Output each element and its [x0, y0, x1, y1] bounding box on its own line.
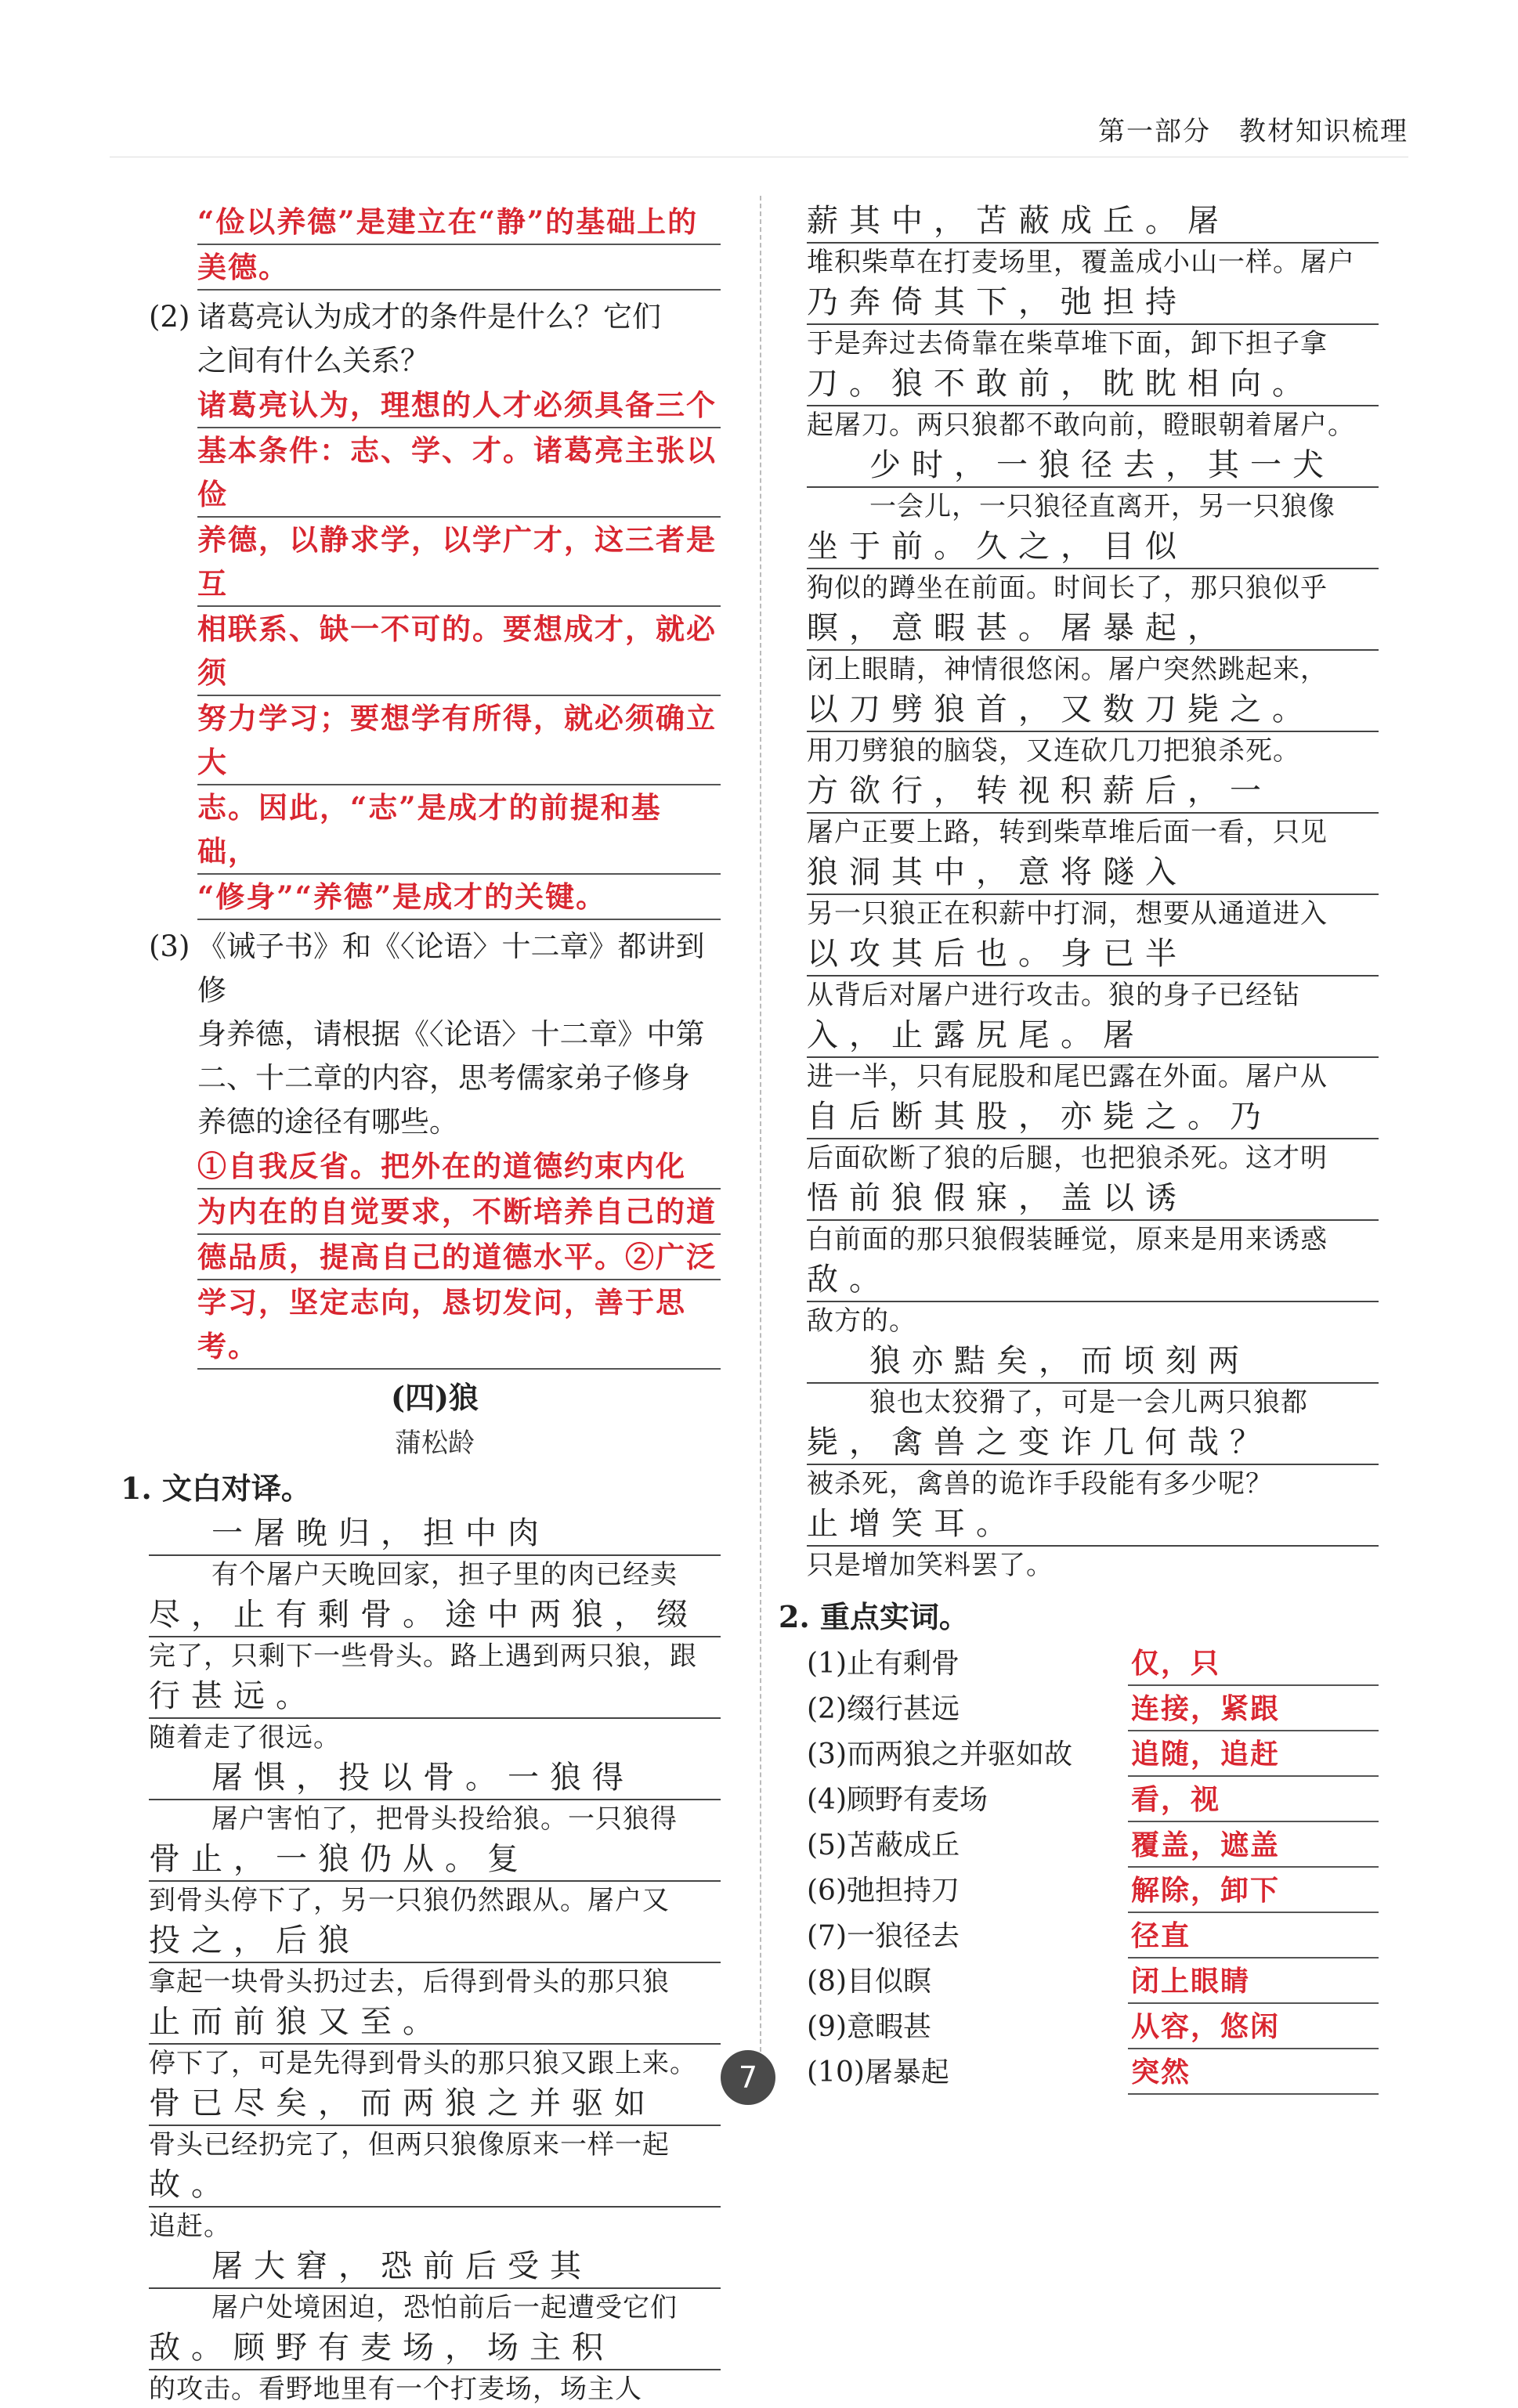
translation-text: 有个屠户天晚回家，担子里的肉已经卖: [211, 1559, 678, 1590]
original-text: 敌。: [807, 1258, 1379, 1302]
vocab-row: [807, 2049, 1379, 2095]
original-text: 少时，一狼径去，其一犬: [807, 444, 1379, 488]
translation-pair: [807, 444, 1379, 525]
vocab-row: [807, 1822, 1379, 1868]
translation-text: 被杀死，禽兽的诡诈手段能有多少呢？: [807, 1468, 1273, 1500]
translation-pair: [807, 281, 1379, 363]
translation-text: 完了，只剩下一些骨头。路上遇到两只狼，跟: [149, 1641, 697, 1672]
translation-text: 停下了，可是先得到骨头的那只狼又跟上来。: [149, 2048, 697, 2079]
translation-text: 狼也太狡猾了，可是一会儿两只狼都: [869, 1387, 1308, 1418]
translation-pair: [807, 1421, 1379, 1503]
translation-pair: [807, 1014, 1379, 1096]
original-text: 投之，后狼: [149, 1919, 721, 1963]
translation-pair: [149, 1675, 721, 1756]
vocab-answer: 追随，追赶: [1128, 1733, 1379, 1777]
vocab-answer: 闭上眼睛: [1128, 1960, 1379, 2004]
translation-pair: [807, 525, 1379, 607]
translation-pair: [807, 1096, 1379, 1177]
original-text: 以刀劈狼首，又数刀毙之。: [807, 688, 1379, 732]
vocab-answer: 从容，悠闲: [1128, 2005, 1379, 2049]
translation-pair: [149, 1838, 721, 1919]
translation-pair: [807, 1177, 1379, 1258]
vocab-row: [807, 1868, 1379, 1913]
vocab-question: (1)止有剩骨: [807, 1648, 960, 1680]
answer-line: 志。因此，“志”是成才的前提和基础，: [197, 785, 721, 875]
vocab-row: [807, 1777, 1379, 1822]
translation-text: 用刀劈狼的脑袋，又连砍几刀把狼杀死。: [807, 735, 1300, 767]
translation-pair: [807, 363, 1379, 444]
original-text: 悟前狼假寐，盖以诱: [807, 1177, 1379, 1221]
translation-pair: [149, 1512, 721, 1594]
answer-line: 诸葛亮认为，理想的人才必须具备三个: [197, 383, 721, 428]
answer-line: 美德。: [197, 245, 721, 291]
answer-line: 养德，以静求学，以学广才，这三者是互: [197, 518, 721, 607]
item-heading: 2. 重点实词。: [779, 1599, 969, 1634]
translation-pairs: [807, 200, 1379, 1584]
question-number: (3): [149, 930, 190, 963]
translation-text: 敌方的。: [807, 1305, 916, 1337]
translation-text: 另一只狼正在积薪中打洞，想要从通道进入: [807, 898, 1328, 930]
vocab-answer: 覆盖，遮盖: [1128, 1824, 1379, 1868]
translation-pair: [807, 688, 1379, 770]
translation-pair: [149, 2164, 721, 2245]
answer-line: “修身”“养德”是成才的关键。: [197, 875, 721, 920]
question-text: 之间有什么关系？: [197, 344, 429, 377]
original-text: 刀。狼不敢前，眈眈相向。: [807, 363, 1379, 406]
original-text: 止而前狼又至。: [149, 2001, 721, 2045]
translation-pair: [807, 1340, 1379, 1421]
vocab-row: [807, 1731, 1379, 1777]
translation-text: 拿起一块骨头扔过去，后得到骨头的那只狼: [149, 1966, 670, 1998]
translation-text: 后面砍断了狼的后腿，也把狼杀死。这才明: [807, 1143, 1328, 1174]
vocab-answer: 解除，卸下: [1128, 1869, 1379, 1913]
question-3: [149, 925, 721, 1144]
vocab-question: (6)弛担持刀: [807, 1875, 960, 1907]
translation-text: 屠户处境困迫，恐怕前后一起遭受它们: [211, 2292, 678, 2323]
translation-text: 白前面的那只狼假装睡觉，原来是用来诱惑: [807, 1224, 1328, 1255]
vocab-row: [807, 1959, 1379, 2004]
vocab-answer: 连接，紧跟: [1128, 1688, 1379, 1731]
translation-text: 骨头已经扔完了，但两只狼像原来一样一起: [149, 2129, 670, 2161]
vocab-question: (2)缀行甚远: [807, 1693, 960, 1725]
right-column: [779, 200, 1379, 2095]
original-text: 行甚远。: [149, 1675, 721, 1719]
translation-text: 进一半，只有屁股和尾巴露在外面。屠户从: [807, 1061, 1328, 1092]
translation-pair: [149, 1756, 721, 1838]
author-name: 蒲松龄: [395, 1428, 475, 1459]
answer-line: “俭以养德”是建立在“静”的基础上的: [197, 200, 721, 245]
original-text: 敌。顾野有麦场，场主积: [149, 2327, 721, 2370]
answer-line: 德品质，提高自己的道德水平。②广泛: [197, 1235, 721, 1280]
translation-text: 追赶。: [149, 2211, 231, 2242]
translation-text: 的攻击。看野地里有一个打麦场，场主人: [149, 2374, 642, 2405]
answer-line: 基本条件：志、学、才。诸葛亮主张以俭: [197, 428, 721, 518]
original-text: 毙，禽兽之变诈几何哉？: [807, 1421, 1379, 1465]
translation-pair: [149, 2082, 721, 2164]
item-heading: 1. 文白对译。: [121, 1471, 311, 1506]
translation-text: 堆积柴草在打麦场里，覆盖成小山一样。屠户: [807, 247, 1355, 278]
vocab-row: [807, 1913, 1379, 1959]
original-text: 乃奔倚其下，弛担持: [807, 281, 1379, 325]
section-title: (四)狼: [391, 1380, 479, 1415]
translation-text: 屠户害怕了，把骨头投给狼。一只狼得: [211, 1803, 678, 1835]
answer-line: 学习，坚定志向，恳切发问，善于思考。: [197, 1280, 721, 1370]
translation-pair: [149, 1594, 721, 1675]
vocab-answer: 径直: [1128, 1915, 1379, 1959]
vocab-question: (3)而两狼之并驱如故: [807, 1738, 1072, 1771]
original-text: 故。: [149, 2164, 721, 2208]
translation-text: 一会儿，一只狼径直离开，另一只狼像: [869, 491, 1335, 522]
translation-pair: [149, 1919, 721, 2001]
translation-pair: [149, 2245, 721, 2327]
original-text: 骨已尽矣，而两狼之并驱如: [149, 2082, 721, 2126]
translation-text: 于是奔过去倚靠在柴草堆下面，卸下担子拿: [807, 328, 1328, 359]
original-text: 方欲行，转视积薪后，一: [807, 770, 1379, 814]
original-text: 屠大窘，恐前后受其: [149, 2245, 721, 2289]
answer-line: 为内在的自觉要求，不断培养自己的道: [197, 1190, 721, 1235]
vocab-answer: 仅，只: [1128, 1642, 1379, 1686]
question-text: 养德的途径有哪些。: [197, 1105, 458, 1139]
vocab-question: (4)顾野有麦场: [807, 1784, 988, 1816]
vocab-row: [807, 1641, 1379, 1686]
original-text: 瞑，意暇甚。屠暴起，: [807, 607, 1379, 651]
question-text: 二、十二章的内容，思考儒家弟子修身: [197, 1061, 690, 1095]
vocab-question: (10)屠暴起: [807, 2056, 949, 2088]
original-text: 入，止露尻尾。屠: [807, 1014, 1379, 1058]
translation-text: 随着走了很远。: [149, 1722, 341, 1753]
original-text: 坐于前。久之，目似: [807, 525, 1379, 569]
answer-line: 努力学习；要想学有所得，就必须确立大: [197, 696, 721, 785]
vocab-list: [807, 1641, 1379, 2095]
original-text: 骨止，一狼仍从。复: [149, 1838, 721, 1882]
translation-text: 闭上眼睛，神情很悠闲。屠户突然跳起来，: [807, 654, 1328, 685]
question-2: [149, 295, 721, 383]
section-header: 第一部分 教材知识梳理: [1098, 116, 1408, 147]
vocab-question: (8)目似瞑: [807, 1966, 931, 1998]
translation-pair: [807, 1503, 1379, 1584]
answer-block-q3: [149, 1144, 721, 1370]
original-text: 以攻其后也。身已半: [807, 933, 1379, 977]
original-text: 薪其中，苫蔽成丘。屠: [807, 200, 1379, 244]
translation-text: 只是增加笑料罢了。: [807, 1550, 1054, 1581]
column-divider: [760, 196, 761, 2075]
vocab-answer: 突然: [1128, 2051, 1379, 2095]
vocab-row: [807, 1686, 1379, 1731]
question-text: 《诫子书》和《〈论语〉十二章》都讲到修: [197, 930, 705, 1007]
original-text: 自后断其股，亦毙之。乃: [807, 1096, 1379, 1139]
original-text: 一屠晚归，担中肉: [149, 1512, 721, 1556]
original-text: 尽，止有剩骨。途中两狼，缀: [149, 1594, 721, 1637]
original-text: 狼洞其中，意将隧入: [807, 851, 1379, 895]
vocab-question: (9)意暇甚: [807, 2011, 931, 2043]
translation-pair: [807, 200, 1379, 281]
translation-text: 到骨头停下了，另一只狼仍然跟从。屠户又: [149, 1885, 670, 1916]
answer-block-top: [149, 200, 721, 291]
question-number: (2): [149, 300, 190, 334]
translation-text: 起屠刀。两只狼都不敢向前，瞪眼朝着屠户。: [807, 410, 1355, 441]
translation-pair: [807, 933, 1379, 1014]
original-text: 狼亦黠矣，而顷刻两: [807, 1340, 1379, 1384]
vocab-row: [807, 2004, 1379, 2049]
question-text: 身养德，请根据《〈论语〉十二章》中第: [197, 1017, 705, 1051]
answer-block-q2: [149, 383, 721, 920]
translation-text: 从背后对屠户进行攻击。狼的身子已经钻: [807, 980, 1300, 1011]
translation-pair: [807, 1258, 1379, 1340]
page-number: 7: [721, 2050, 775, 2105]
original-text: 屠惧，投以骨。一狼得: [149, 1756, 721, 1800]
vocab-question: (7)一狼径去: [807, 1920, 960, 1952]
translation-text: 狗似的蹲坐在前面。时间长了，那只狼似乎: [807, 572, 1328, 604]
translation-pair: [807, 607, 1379, 688]
vocab-answer: 看，视: [1128, 1778, 1379, 1822]
translation-pair: [149, 2327, 721, 2408]
translation-pair: [807, 851, 1379, 933]
original-text: 止增笑耳。: [807, 1503, 1379, 1547]
answer-line: 相联系、缺一不可的。要想成才，就必须: [197, 607, 721, 696]
left-column: [121, 200, 721, 2408]
vocab-question: (5)苫蔽成丘: [807, 1829, 960, 1861]
translation-pair: [807, 770, 1379, 851]
translation-pairs: [149, 1512, 721, 2408]
translation-text: 屠户正要上路，转到柴草堆后面一看，只见: [807, 817, 1328, 848]
answer-line: ①自我反省。把外在的道德约束内化: [197, 1144, 721, 1190]
question-text: 诸葛亮认为成才的条件是什么？它们: [197, 300, 661, 334]
translation-pair: [149, 2001, 721, 2082]
